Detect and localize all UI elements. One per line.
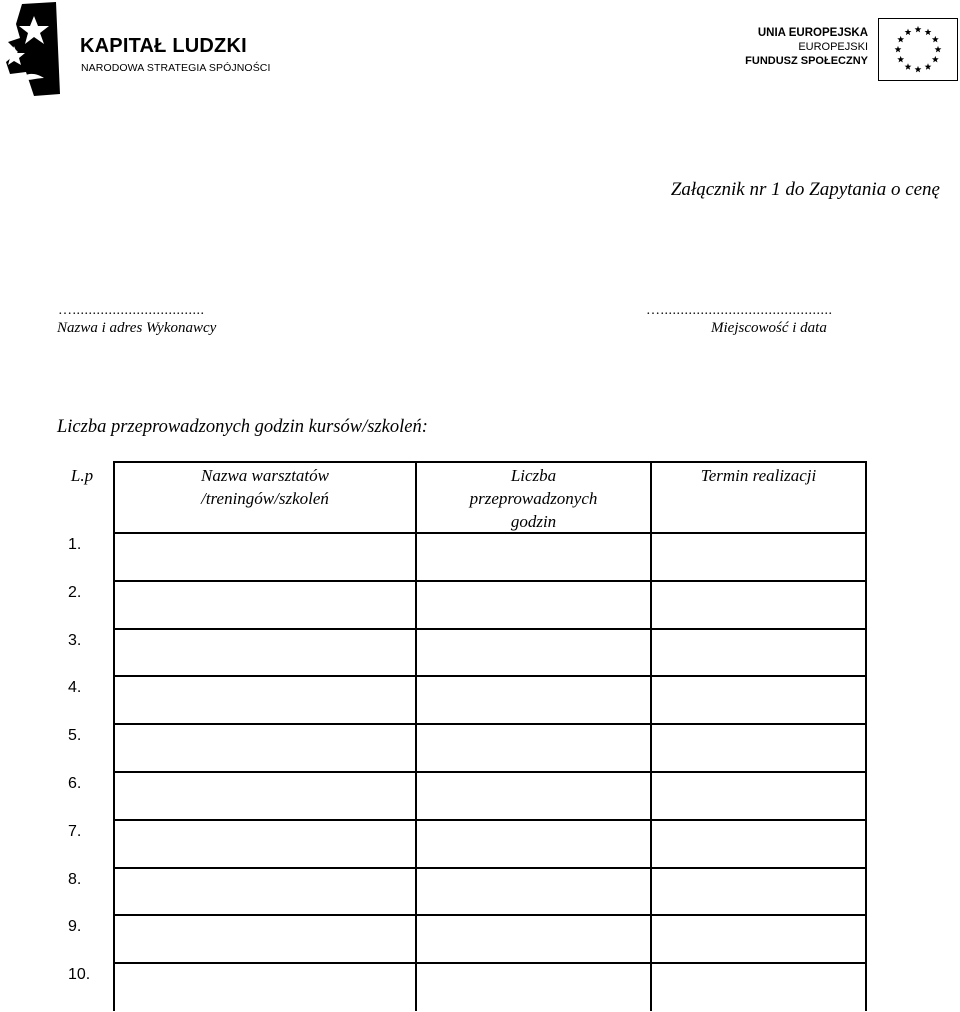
table-row-line bbox=[113, 819, 867, 821]
header-term: Termin realizacji bbox=[700, 466, 817, 485]
place-date-dots: …........................................... bbox=[646, 303, 833, 318]
table-row-number: 2. bbox=[68, 584, 82, 601]
table-row-line bbox=[113, 628, 867, 630]
header-workshop-name-line-2: /treningów/szkoleń bbox=[201, 489, 329, 508]
contractor-label: Nazwa i adres Wykonawcy bbox=[57, 320, 217, 336]
table-col-border-3 bbox=[650, 461, 652, 1011]
table-col-border-2 bbox=[415, 461, 417, 1011]
annex-title: Załącznik nr 1 do Zapytania o cenę bbox=[670, 179, 940, 200]
header-hours-line-3: godzin bbox=[510, 512, 557, 531]
table-row-line bbox=[113, 771, 867, 773]
table-row-number: 5. bbox=[68, 727, 82, 744]
table-row-number: 4. bbox=[68, 679, 82, 696]
table-row-line bbox=[113, 914, 867, 916]
table-row-line bbox=[113, 723, 867, 725]
contractor-dots: …................................. bbox=[58, 303, 205, 318]
kapital-ludzki-logo bbox=[4, 2, 271, 96]
eu-line-3: FUNDUSZ SPOŁECZNY bbox=[745, 55, 868, 67]
table-row-number: 9. bbox=[68, 918, 82, 935]
table-row-line bbox=[113, 580, 867, 582]
table-row-number: 8. bbox=[68, 871, 82, 888]
header-hours-line-1: Liczba bbox=[510, 466, 557, 485]
table-row-number: 6. bbox=[68, 775, 82, 792]
table-row-line bbox=[113, 675, 867, 677]
eu-line-1: UNIA EUROPEJSKA bbox=[757, 27, 868, 39]
table-row-number: 1. bbox=[68, 536, 82, 553]
section-title: Liczba przeprowadzonych godzin kursów/szkoleń: bbox=[57, 417, 428, 437]
table-row-line bbox=[113, 867, 867, 869]
kapital-ludzki-emblem-icon bbox=[4, 2, 64, 96]
header-workshop-name bbox=[115, 464, 415, 510]
kapital-ludzki-subtitle: NARODOWA STRATEGIA SPÓJNOŚCI bbox=[81, 62, 271, 74]
table-top-border bbox=[113, 461, 867, 463]
eu-logo-text bbox=[745, 26, 868, 68]
table-col-border-4 bbox=[865, 461, 867, 1011]
table-row-number: 10. bbox=[68, 966, 91, 983]
table-row-number: 7. bbox=[68, 823, 82, 840]
eu-flag-icon bbox=[878, 18, 958, 81]
kapital-ludzki-title: KAPITAŁ LUDZKI bbox=[80, 35, 247, 57]
header-workshop-name-line-1: Nazwa warsztatów bbox=[200, 466, 329, 485]
place-date-label: Miejscowość i data bbox=[711, 320, 827, 336]
table-row-line bbox=[113, 962, 867, 964]
eu-line-2: EUROPEJSKI bbox=[798, 41, 868, 53]
eu-logo bbox=[740, 16, 960, 86]
header-hours-line-2: przeprowadzonych bbox=[469, 489, 598, 508]
table-col-border-1 bbox=[113, 461, 115, 1011]
header-hours bbox=[417, 464, 650, 533]
table-row-number: 3. bbox=[68, 632, 82, 649]
header-lp: L.p bbox=[70, 466, 94, 485]
